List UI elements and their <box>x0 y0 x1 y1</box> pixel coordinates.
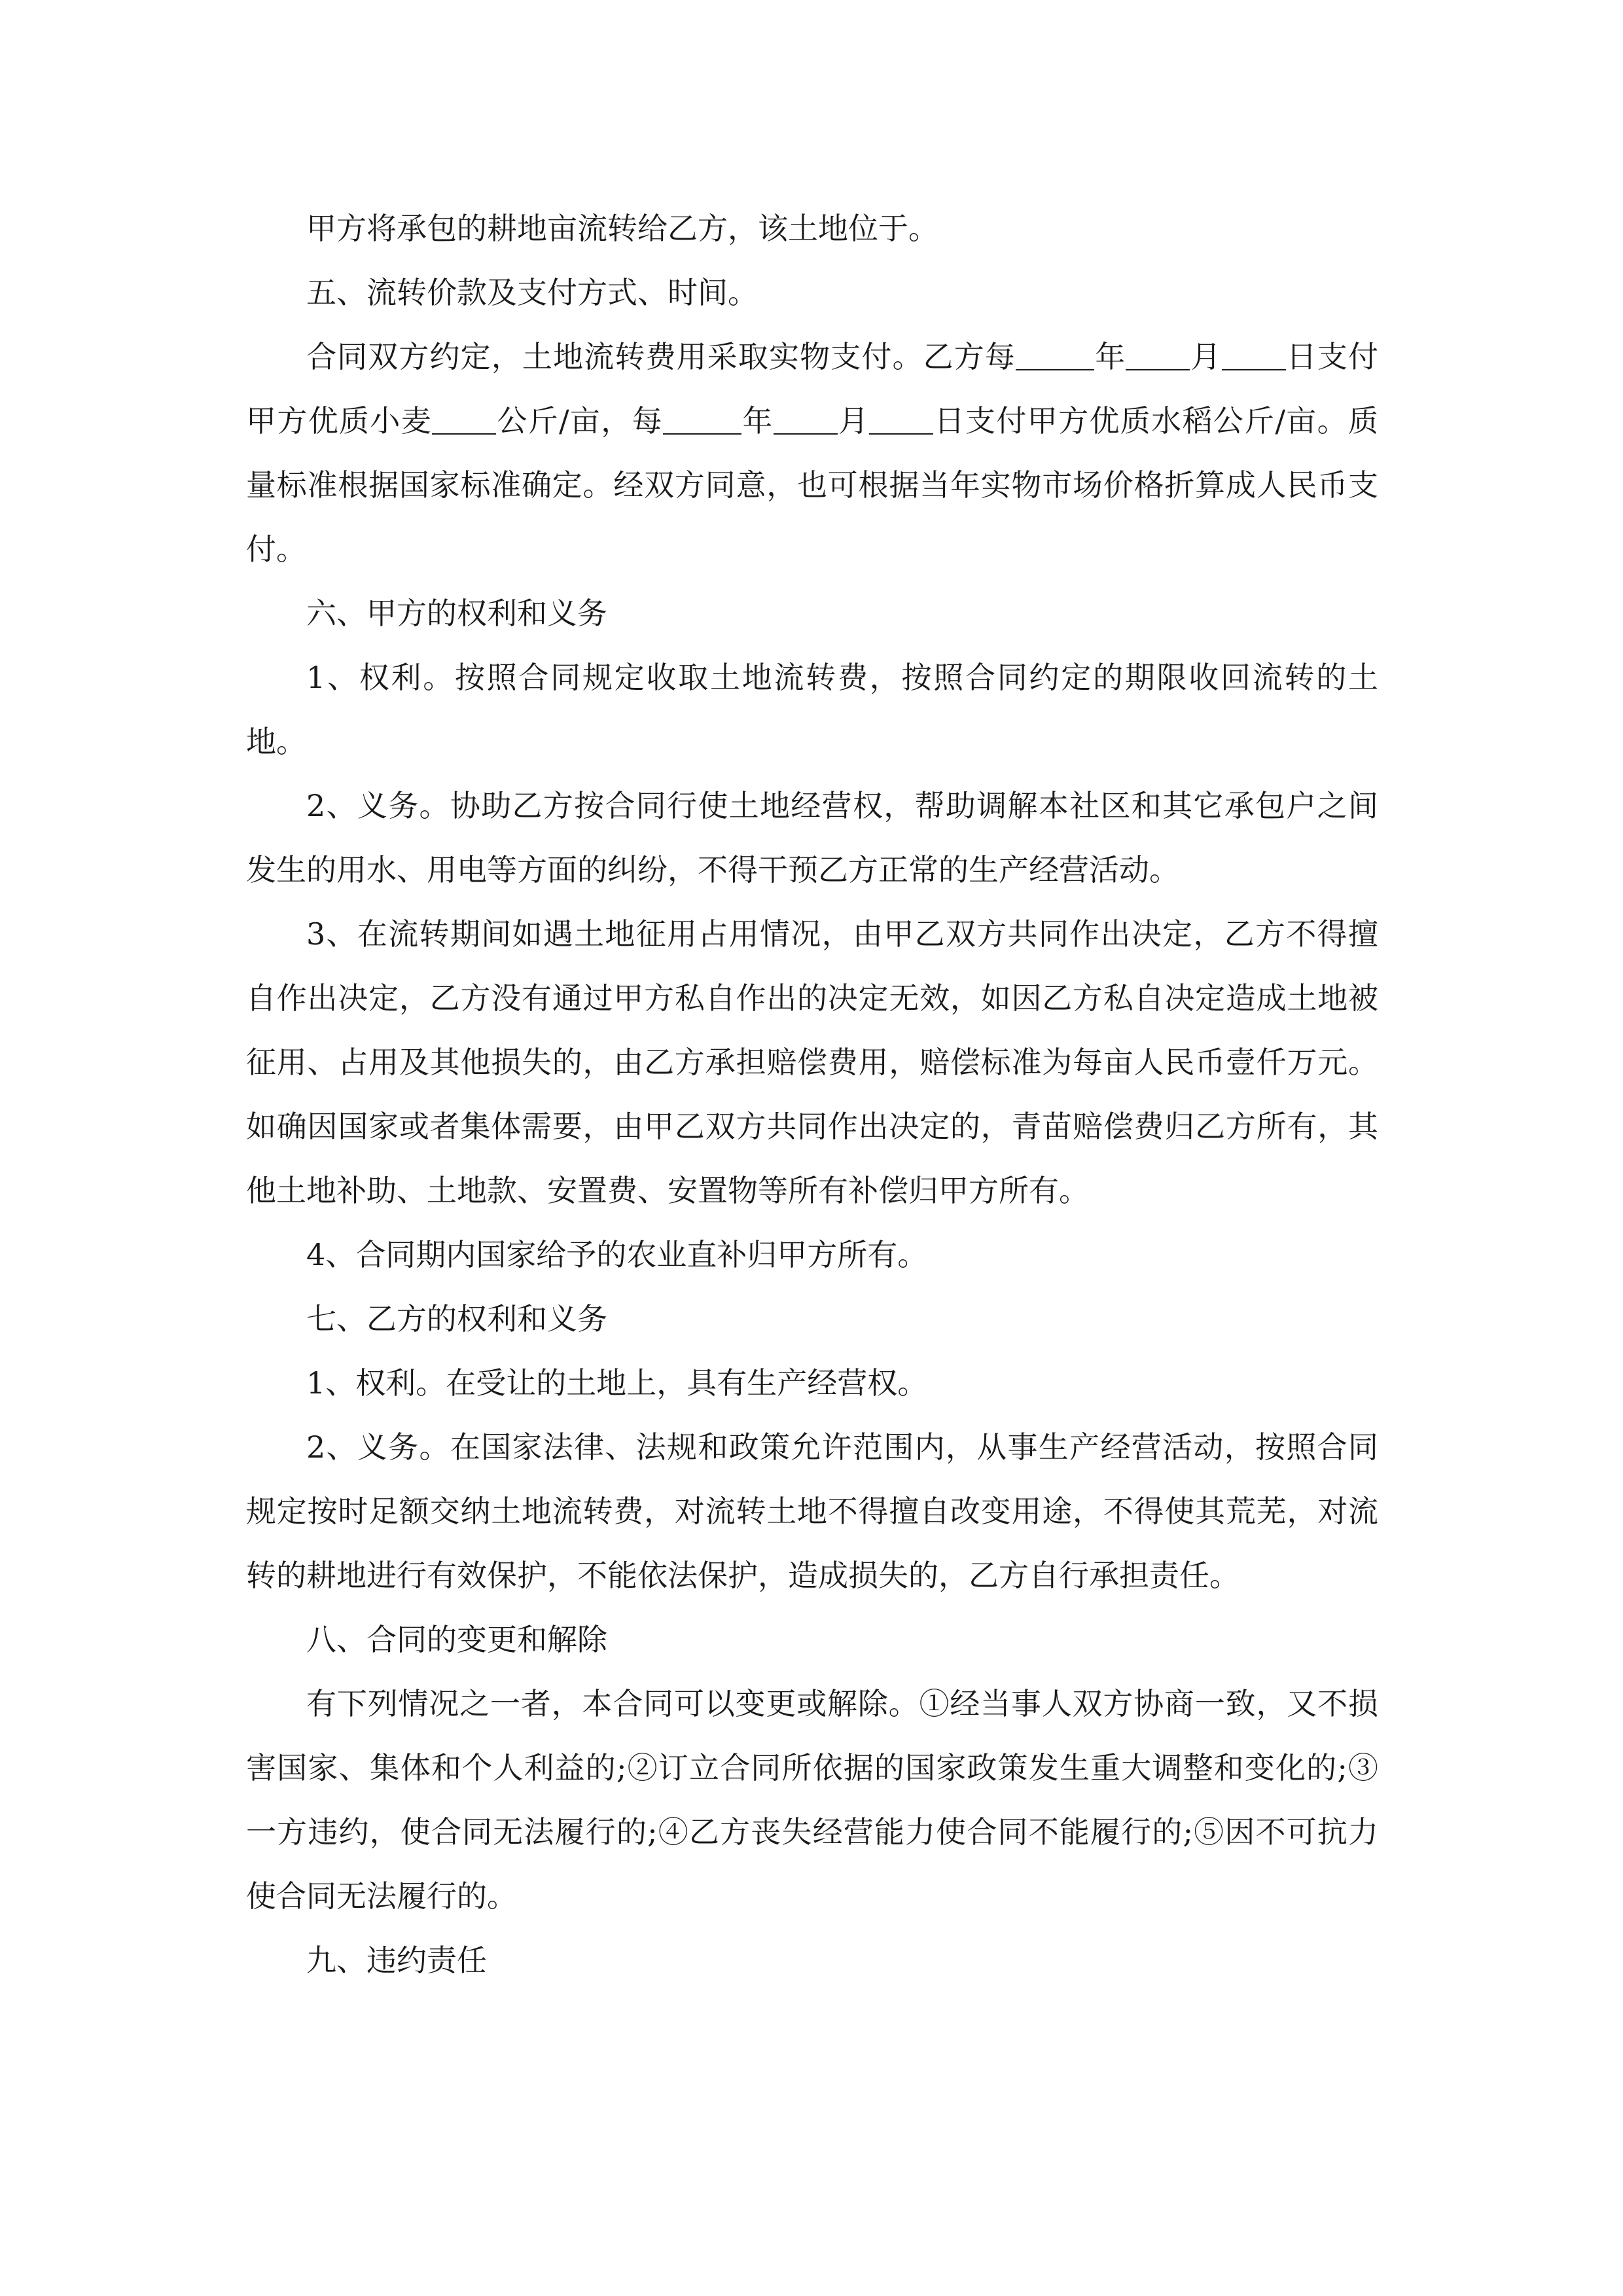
section-heading-party-b: 七、乙方的权利和义务 <box>306 1301 607 1336</box>
blank-month-2 <box>774 403 838 435</box>
section-heading-breach: 九、违约责任 <box>306 1943 487 1978</box>
paragraph-party-a-rights: 1、权利。按照合同规定收取土地流转费，按照合同约定的期限收回流转的土地。 <box>246 660 1378 759</box>
paragraph-party-b-rights: 1、权利。在受让的土地上，具有生产经营权。 <box>306 1365 928 1401</box>
paragraph-party-b-duties: 2、义务。在国家法律、法规和政策允许范围内，从事生产经营活动，按照合同规定按时足额交纳土地流转费，对流转土地不得擅自改变用途，不得使其荒芜，对流转的耕地进行有效保护，不能依法保护，造成损失的，乙方自行承担责任。 <box>246 1429 1378 1593</box>
paragraph-subsidy: 4、合同期内国家给予的农业直补归甲方所有。 <box>306 1237 928 1272</box>
section-heading-amendment: 八、合同的变更和解除 <box>306 1622 607 1657</box>
blank-day-2 <box>869 403 933 435</box>
blank-year-1 <box>1016 339 1094 370</box>
document-body <box>246 196 1378 1992</box>
paragraph-payment-terms: 合同双方约定，土地流转费用采取实物支付。乙方每 年 月 日支付甲方优质小麦 公斤/亩，每 年 月 日支付甲方优质水稻公斤/亩。质量标准根据国家标准确定。经双方同意，也可根据当年实物市场价格折算成人民币支付。 <box>246 339 1379 567</box>
section-heading-party-a: 六、甲方的权利和义务 <box>306 596 607 631</box>
blank-month-1 <box>1126 339 1190 370</box>
section-heading-payment: 五、流转价款及支付方式、时间。 <box>306 275 758 310</box>
paragraph-land-requisition: 3、在流转期间如遇土地征用占用情况，由甲乙双方共同作出决定，乙方不得擅自作出决定，乙方没有通过甲方私自作出的决定无效，如因乙方私自决定造成土地被征用、占用及其他损失的，由乙方承担赔偿费用，赔偿标准为每亩人民币壹仟万元。如确因国家或者集体需要，由甲乙双方共同作出决定的，青苗赔偿费归乙方所有，其他土地补助、土地款、安置费、安置物等所有补偿归甲方所有。 <box>246 916 1378 1208</box>
paragraph-transfer-location: 甲方将承包的耕地亩流转给乙方，该土地位于。 <box>306 211 938 246</box>
blank-day-1 <box>1222 339 1286 370</box>
blank-year-2 <box>663 403 741 435</box>
blank-wheat-amount <box>432 403 496 435</box>
paragraph-party-a-duties: 2、义务。协助乙方按合同行使土地经营权，帮助调解本社区和其它承包户之间发生的用水、用电等方面的纠纷，不得干预乙方正常的生产经营活动。 <box>246 788 1378 888</box>
paragraph-amendment-conditions: 有下列情况之一者，本合同可以变更或解除。①经当事人双方协商一致，又不损害国家、集体和个人利益的;②订立合同所依据的国家政策发生重大调整和变化的;③一方违约，使合同无法履行的;④乙方丧失经营能力使合同不能履行的;⑤因不可抗力使合同无法履行的。 <box>246 1686 1378 1914</box>
